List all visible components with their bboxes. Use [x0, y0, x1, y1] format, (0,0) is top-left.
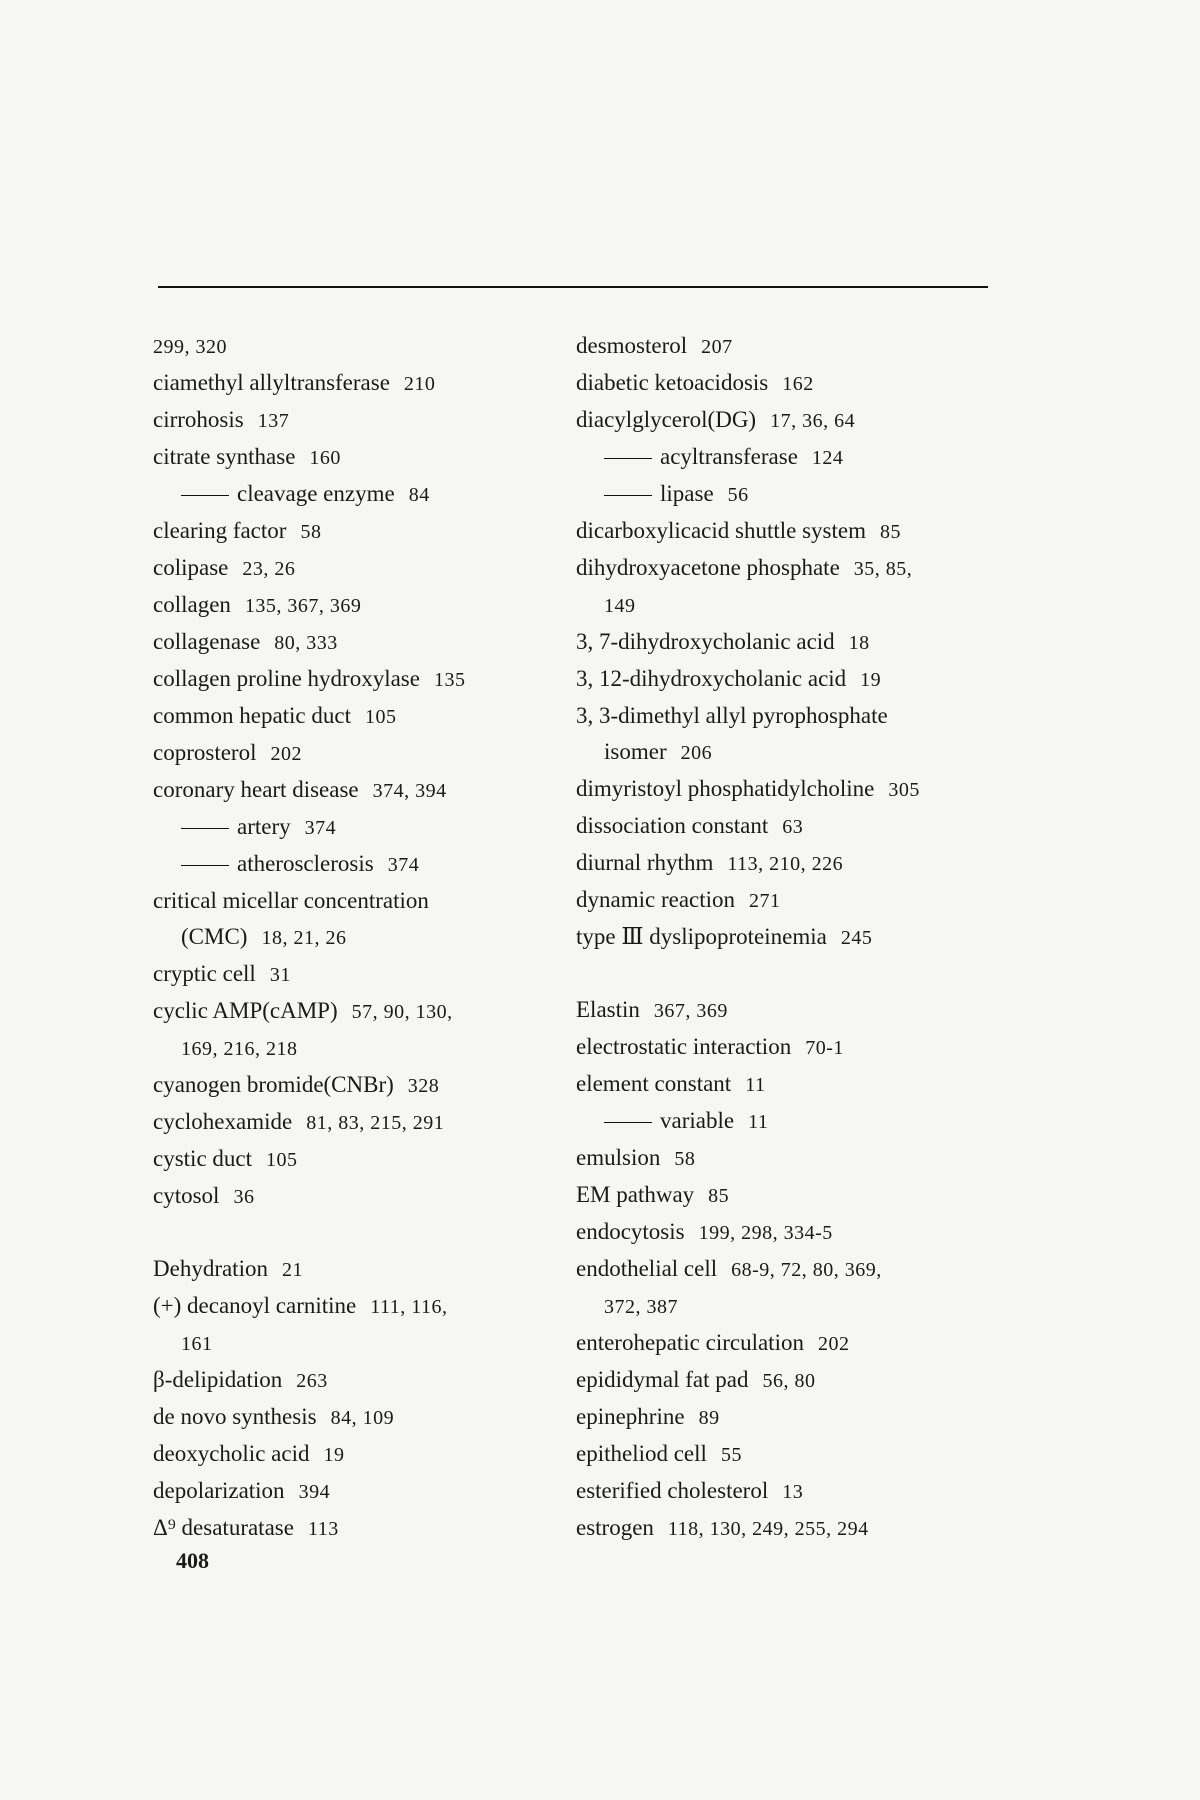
index-subentry: [153, 476, 583, 513]
index-entry: [576, 624, 1006, 661]
index-entry: [153, 956, 583, 993]
index-entry-continuation: [576, 1288, 1006, 1325]
index-entry: [576, 1029, 1006, 1066]
index-entry: [576, 661, 1006, 698]
index-entry: [153, 439, 583, 476]
index-entry-continuation: [576, 587, 1006, 624]
index-term: cirrohosis: [153, 407, 244, 432]
page-references: 55: [720, 1444, 742, 1466]
index-term: depolarization: [153, 1478, 285, 1503]
index-term: cyanogen bromide(CNBr): [153, 1072, 394, 1097]
index-term: epinephrine: [576, 1404, 685, 1429]
index-term: common hepatic duct: [153, 703, 351, 728]
page-references: 263: [296, 1370, 328, 1392]
index-subentry: [153, 846, 583, 883]
page-references: 374: [387, 854, 420, 876]
index-entry: [576, 1066, 1006, 1103]
index-term: desmosterol: [576, 333, 688, 358]
page-references: 135, 367, 369: [244, 595, 362, 617]
page-references: 70-1: [805, 1037, 844, 1059]
page-references: 63: [782, 816, 804, 838]
index-entry: [576, 1362, 1006, 1399]
page-references: 328: [407, 1075, 440, 1097]
index-term: coronary heart disease: [153, 777, 359, 802]
index-column-left: [153, 328, 583, 1547]
index-term: β-delipidation: [153, 1367, 283, 1392]
page-references: 19: [323, 1444, 345, 1466]
repeat-dash: [181, 495, 229, 496]
index-entry: [153, 365, 583, 402]
page-references: 162: [782, 373, 814, 395]
page-references: 374, 394: [372, 780, 447, 802]
index-term: dynamic reaction: [576, 887, 736, 912]
index-term: cytosol: [153, 1183, 220, 1208]
page-references: 299, 320: [153, 336, 227, 358]
index-term: atherosclerosis: [237, 851, 374, 876]
page-references: 135: [433, 669, 466, 691]
index-entry: [153, 1067, 583, 1104]
page-references: 18, 21, 26: [261, 927, 347, 949]
index-term: collagenase: [153, 629, 261, 654]
index-entry: [576, 1177, 1006, 1214]
index-term: citrate synthase: [153, 444, 296, 469]
repeat-dash: [181, 865, 229, 866]
page-references: 85: [708, 1185, 730, 1207]
page-references: 394: [298, 1481, 331, 1503]
index-entry: [153, 1251, 583, 1288]
page-references: 118, 130, 249, 255, 294: [667, 1518, 869, 1540]
index-entry: [576, 992, 1006, 1029]
index-entry: [153, 624, 583, 661]
page-references: 137: [257, 410, 290, 432]
index-entry: [153, 735, 583, 772]
index-term: critical micellar concentration: [153, 888, 429, 913]
page-references: 68-9, 72, 80, 369,: [731, 1259, 882, 1281]
page-references: 17, 36, 64: [770, 410, 856, 432]
page-references: 124: [811, 447, 844, 469]
page-references: 36: [233, 1186, 255, 1208]
index-term: dicarboxylicacid shuttle system: [576, 518, 866, 543]
index-term: Dehydration: [153, 1256, 268, 1281]
page-references: 85: [879, 521, 901, 543]
index-term: cryptic cell: [153, 961, 256, 986]
index-entry: [153, 698, 583, 735]
index-term: lipase: [660, 481, 714, 506]
index-term: endothelial cell: [576, 1256, 718, 1281]
index-entry: [576, 919, 1006, 956]
index-term: variable: [660, 1108, 735, 1133]
index-entry: [153, 1473, 583, 1510]
page-references: 35, 85,: [853, 558, 913, 580]
index-entry: [153, 328, 583, 365]
page-references: 31: [269, 964, 291, 986]
index-term: cleavage enzyme: [237, 481, 395, 506]
index-entry: [153, 993, 583, 1030]
index-entry: [576, 1251, 1006, 1288]
page-references: 11: [745, 1074, 766, 1096]
page-references: 111, 116,: [370, 1296, 448, 1318]
index-term: epitheliod cell: [576, 1441, 707, 1466]
index-entry: [576, 365, 1006, 402]
repeat-dash: [604, 1122, 652, 1123]
page-references: 105: [266, 1149, 298, 1171]
index-entry: [153, 550, 583, 587]
index-entry: [576, 1473, 1006, 1510]
index-term: ciamethyl allyltransferase: [153, 370, 390, 395]
index-term: Δ⁹ desaturatase: [153, 1515, 294, 1540]
page-references: 206: [680, 742, 713, 764]
index-term: cystic duct: [153, 1146, 252, 1171]
page-references: 58: [300, 521, 322, 543]
page-number: 408: [176, 1548, 209, 1573]
index-term: artery: [237, 814, 291, 839]
page-references: 210: [403, 373, 436, 395]
index-term: endocytosis: [576, 1219, 685, 1244]
page-references: 19: [860, 669, 882, 691]
index-subentry: [576, 476, 1006, 513]
index-term: element constant: [576, 1071, 732, 1096]
index-term: EM pathway: [576, 1182, 695, 1207]
index-term: dissociation constant: [576, 813, 769, 838]
page-references: 245: [840, 927, 873, 949]
page-references: 56: [727, 484, 749, 506]
index-subentry: [153, 809, 583, 846]
page-references: 11: [748, 1111, 769, 1133]
repeat-dash: [604, 495, 652, 496]
page-references: 374: [304, 817, 337, 839]
page-references: 113: [307, 1518, 339, 1540]
page-references: 23, 26: [242, 558, 296, 580]
page-references: 202: [270, 743, 302, 765]
index-entry: [153, 1436, 583, 1473]
index-term: dimyristoyl phosphatidylcholine: [576, 776, 875, 801]
index-term: enterohepatic circulation: [576, 1330, 804, 1355]
page-references: 305: [888, 779, 920, 801]
page-references: 161: [181, 1333, 213, 1355]
index-term: diabetic ketoacidosis: [576, 370, 769, 395]
section-gap: [576, 956, 1006, 992]
index-entry: [153, 883, 583, 919]
index-term: cyclohexamide: [153, 1109, 293, 1134]
index-term: estrogen: [576, 1515, 654, 1540]
index-subentry: [576, 1103, 1006, 1140]
repeat-dash: [604, 458, 652, 459]
index-entry: [153, 1288, 583, 1325]
index-term: emulsion: [576, 1145, 661, 1170]
index-entry: [576, 1325, 1006, 1362]
index-term: 3, 12-dihydroxycholanic acid: [576, 666, 847, 691]
index-term: deoxycholic acid: [153, 1441, 310, 1466]
index-term: esterified cholesterol: [576, 1478, 769, 1503]
index-entry: [153, 1399, 583, 1436]
index-entry: [576, 402, 1006, 439]
index-entry: [576, 808, 1006, 845]
page-references: 202: [817, 1333, 850, 1355]
index-entry: [153, 661, 583, 698]
page-references: 160: [309, 447, 341, 469]
index-term: collagen: [153, 592, 231, 617]
page-references: 169, 216, 218: [181, 1038, 298, 1060]
page-references: 81, 83, 215, 291: [306, 1112, 445, 1134]
index-term: type Ⅲ dyslipoproteinemia: [576, 924, 827, 949]
index-entry: [153, 587, 583, 624]
index-term: acyltransferase: [660, 444, 798, 469]
index-term: 3, 7-dihydroxycholanic acid: [576, 629, 835, 654]
page-references: 149: [604, 595, 636, 617]
index-term: 3, 3-dimethyl allyl pyrophosphate: [576, 703, 888, 728]
index-term: de novo synthesis: [153, 1404, 317, 1429]
index-entry: [576, 1140, 1006, 1177]
index-entry: [153, 1510, 583, 1547]
page-references: 56, 80: [762, 1370, 816, 1392]
page-references: 105: [365, 706, 397, 728]
index-term: diurnal rhythm: [576, 850, 714, 875]
page-references: 80, 333: [274, 632, 338, 654]
index-term: clearing factor: [153, 518, 287, 543]
index-column-right: [576, 328, 1006, 1547]
index-term: electrostatic interaction: [576, 1034, 792, 1059]
index-entry: [153, 1141, 583, 1178]
index-entry: [153, 1178, 583, 1215]
index-entry: [576, 1214, 1006, 1251]
index-entry: [153, 772, 583, 809]
index-term: cyclic AMP(cAMP): [153, 998, 338, 1023]
repeat-dash: [181, 828, 229, 829]
index-entry: [576, 1436, 1006, 1473]
index-entry-continuation: [576, 734, 1006, 771]
index-entry: [576, 882, 1006, 919]
index-term: colipase: [153, 555, 229, 580]
section-gap: [153, 1215, 583, 1251]
index-entry: [576, 513, 1006, 550]
page-references: 58: [674, 1148, 696, 1170]
index-entry: [576, 1399, 1006, 1436]
index-term: coprosterol: [153, 740, 257, 765]
index-entry-continuation: [153, 1030, 583, 1067]
page-references: 372, 387: [604, 1296, 678, 1318]
index-entry: [153, 1362, 583, 1399]
index-entry: [153, 1104, 583, 1141]
page-references: 113, 210, 226: [727, 853, 844, 875]
page-references: 13: [782, 1481, 804, 1503]
index-entry: [576, 845, 1006, 882]
index-entry: [153, 513, 583, 550]
page-references: 57, 90, 130,: [351, 1001, 453, 1023]
index-entry: [576, 771, 1006, 808]
page-references: 271: [749, 890, 781, 912]
index-entry-continuation: [153, 1325, 583, 1362]
page-references: 199, 298, 334-5: [698, 1222, 833, 1244]
page-references: 89: [698, 1407, 720, 1429]
index-term: collagen proline hydroxylase: [153, 666, 420, 691]
header-rule: [158, 286, 988, 288]
index-term: epididymal fat pad: [576, 1367, 749, 1392]
page-references: 21: [281, 1259, 303, 1281]
page-references: 84: [408, 484, 430, 506]
index-entry: [576, 550, 1006, 587]
index-entry: [576, 698, 1006, 734]
index-entry-continuation: [153, 919, 583, 956]
page-references: 18: [848, 632, 870, 654]
index-entry: [576, 1510, 1006, 1547]
index-term: diacylglycerol(DG): [576, 407, 757, 432]
page-references: 84, 109: [330, 1407, 395, 1429]
page-references: 207: [701, 336, 733, 358]
index-entry: [576, 328, 1006, 365]
index-subentry: [576, 439, 1006, 476]
index-term: dihydroxyacetone phosphate: [576, 555, 840, 580]
index-term: (+) decanoyl carnitine: [153, 1293, 357, 1318]
index-term: isomer: [604, 739, 667, 764]
page-references: 367, 369: [653, 1000, 728, 1022]
index-term: Elastin: [576, 997, 640, 1022]
index-entry: [153, 402, 583, 439]
index-term: (CMC): [181, 924, 248, 949]
